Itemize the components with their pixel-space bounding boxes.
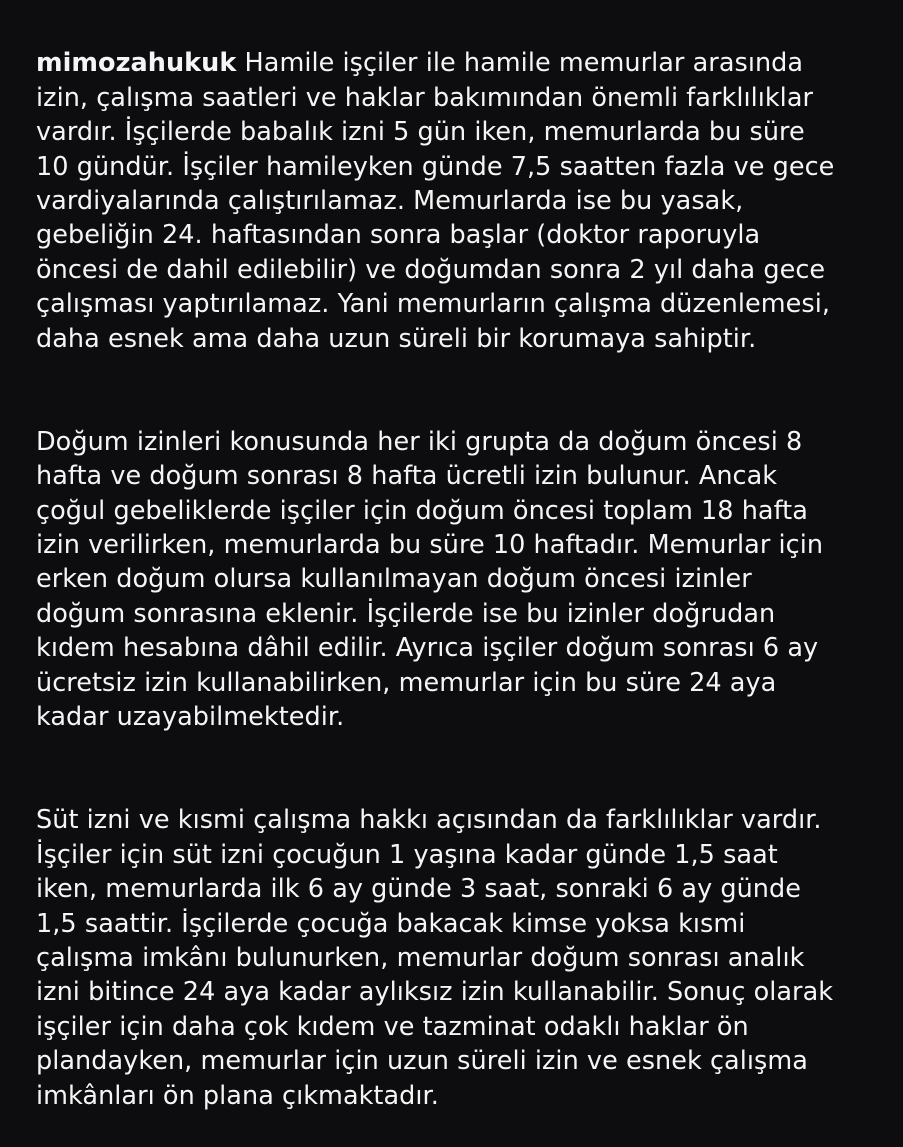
caption-text <box>36 12 886 1147</box>
caption-paragraph-3: Süt izni ve kısmi çalışma hakkı açısından da farklılıklar vardır. İşçiler için süt izni çocuğun 1 yaşına kadar günde 1,5 saat iken, memurlarda ilk 6 ay günde 3 saat, sonraki 6 ay günde 1,5 saattir. İşçilerde çocuğa bakacak kimse yoksa kısmi çalışma imkânı bulunurken, memurlar doğum sonrası analık izni bitince 24 aya kadar aylıksız izin kullanabilir. Sonuç olarak işçiler için daha çok kıdem ve tazminat odaklı haklar ön plandayken, memurlar için uzun süreli izin ve esnek çalışma imkânları ön plana çıkmaktadır. <box>36 805 834 1111</box>
username-link[interactable]: mimozahukuk <box>36 48 237 79</box>
caption-paragraph-1-text: Hamile işçiler ile hamile memurlar arasında izin, çalışma saatleri ve haklar bakımından önemli farklılıklar vardır. İşçilerde babalık izni 5 gün iken, memurlarda bu süre 10 gündür. İşçiler hamileyken günde 7,5 saatten fazla ve gece vardiyalarında çalıştırılamaz. Memurlarda ise bu yasak, gebeliğin 24. haftasından sonra başlar (doktor raporuyla öncesi de dahil edilebilir) ve doğumdan sonra 2 yıl daha gece çalışması yaptırılamaz. Yani memurların çalışma düzenlemesi, daha esnek ama daha uzun süreli bir korumaya sahiptir. <box>36 48 835 354</box>
caption-paragraph-1 <box>36 46 886 356</box>
caption-paragraph-2: Doğum izinleri konusunda her iki grupta da doğum öncesi 8 hafta ve doğum sonrası 8 hafta ücretli izin bulunur. Ancak çoğul gebeliklerde işçiler için doğum öncesi toplam 18 hafta izin verilirken, memurlarda bu süre 10 haftadır. Memurlar için erken doğum olursa kullanılmayan doğum öncesi izinler doğum sonrasına eklenir. İşçilerde ise bu izinler doğrudan kıdem hesabına dâhil edilir. Ayrıca işçiler doğum sonrası 6 ay ücretsiz izin kullanabilirken, memurlar için bu süre 24 aya kadar uzayabilmektedir. <box>36 426 824 733</box>
